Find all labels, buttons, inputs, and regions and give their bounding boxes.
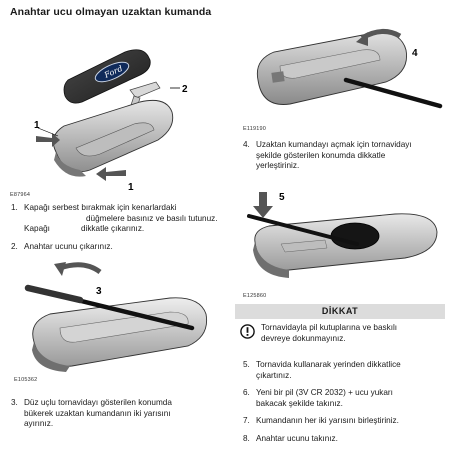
step-text: Kapağı (24, 224, 50, 233)
figure-screwdriver-open (250, 22, 445, 122)
step-text-row (24, 224, 226, 235)
figure-battery-removal (245, 186, 445, 288)
rotate-arrow (54, 262, 100, 276)
step-4 (243, 140, 448, 179)
callout-5: 5 (279, 192, 285, 203)
step-number: 3. (11, 398, 18, 407)
exclamation-icon (240, 324, 255, 339)
notice-heading: DİKKAT (235, 304, 445, 319)
step-8 (243, 434, 448, 445)
callout-1-bottom: 1 (128, 182, 134, 190)
figure-code-2: E105362 (14, 377, 38, 383)
fob-body (53, 100, 172, 176)
callout-4: 4 (412, 48, 418, 59)
down-arrow (253, 192, 273, 218)
step-text: Kapağı serbest bırakmak için kenarlardaki (24, 203, 177, 212)
steps-list-right (243, 360, 448, 451)
figure-code-1: E87964 (10, 192, 31, 198)
step-number: 7. (243, 416, 250, 425)
step-6 (243, 388, 448, 409)
step-text: Anahtar ucunu takınız. (256, 433, 338, 443)
step-number: 5. (243, 360, 250, 369)
step-4-item (243, 140, 448, 172)
press-arrow-bottom (96, 167, 126, 181)
step-text: ayırınız. (24, 419, 54, 428)
figure-key-fob-exploded (30, 40, 200, 190)
step-text: bakacak şekilde takınız. (256, 398, 343, 408)
steps-list-left (11, 203, 226, 259)
step-text: Kumandanın her iki yarısını birleştiriniz. (256, 416, 399, 425)
step-number: 2. (11, 241, 18, 251)
callout-2: 2 (182, 84, 188, 95)
step-text: düğmelere basınız ve basılı tutunuz. (86, 213, 218, 223)
screwdriver-tool (346, 80, 440, 106)
step-text: Düz uçlu tornavidayı gösterilen konumda (24, 398, 172, 407)
step-text: çıkartınız. (256, 370, 292, 380)
figure-code-3: E119190 (243, 126, 267, 132)
step-text: Yeni bir pil (3V CR 2032) + ucu yukarı (256, 388, 393, 397)
step-5 (243, 360, 448, 381)
step-3-item (11, 398, 226, 430)
notice-box (235, 321, 445, 344)
step-number: 6. (243, 388, 250, 397)
figure-screwdriver-separate (20, 262, 225, 372)
step-text: Uzaktan kumandayı açmak için tornavidayı (256, 140, 412, 149)
step-text: şekilde gösterilen konumda dikkatle (256, 150, 386, 160)
step-text: bükerek uzaktan kumandanın iki yarısını (24, 408, 171, 418)
step-text: Tornavida kullanarak yerinden dikkatlice (256, 360, 401, 369)
step-1 (11, 203, 226, 235)
step-number: 8. (243, 433, 250, 443)
brand-logo-text: Ford (103, 63, 124, 80)
step-number: 4. (243, 140, 250, 149)
notice-line: Tornavidayla pil kutuplarına ve baskılı (261, 323, 398, 332)
figure-code-4: E125860 (243, 293, 267, 299)
step-text: yerleştiriniz. (256, 161, 300, 170)
step-2 (11, 242, 226, 253)
step-text: Anahtar ucunu çıkarınız. (24, 241, 113, 251)
callout-3: 3 (96, 286, 102, 297)
step-3 (11, 398, 226, 437)
step-7 (243, 416, 448, 427)
notice-line: devreye dokunmayınız. (261, 333, 346, 343)
step-text: dikkatle çıkarınız. (80, 224, 145, 233)
page-title: Anahtar ucu olmayan uzaktan kumanda (10, 6, 212, 18)
callout-1-left: 1 (34, 120, 40, 131)
notice-text (235, 321, 445, 344)
step-number: 1. (11, 203, 18, 212)
